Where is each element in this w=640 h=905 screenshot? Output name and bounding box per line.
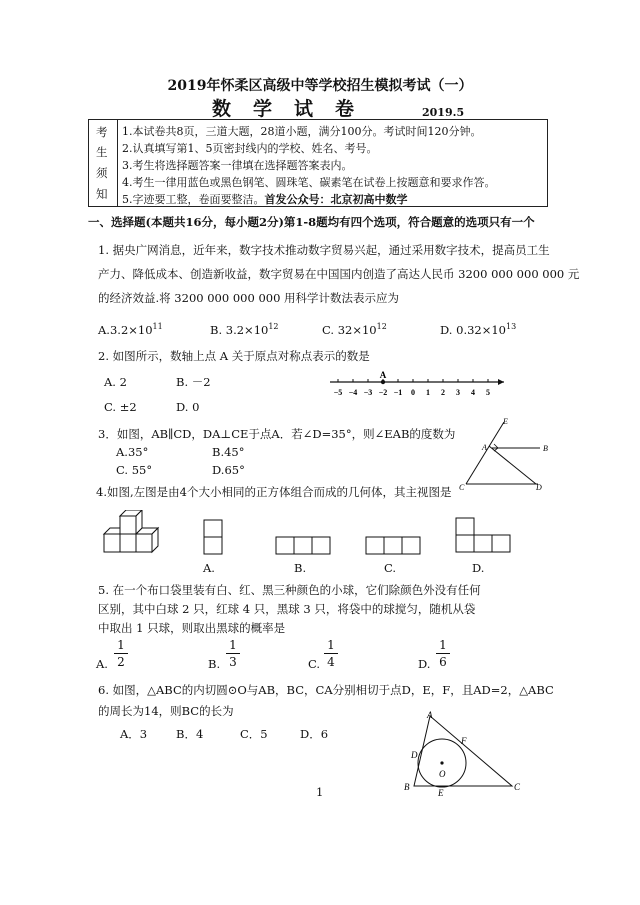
q6-line-2: 的周长为14，则BC的长为 (98, 704, 234, 718)
label-b: B (404, 782, 410, 792)
q2-option-c: C. ±2 (104, 400, 137, 414)
line-da (489, 446, 536, 484)
notice-line-3: 3.考生将选择题答案一律填在选择题答案表内。 (122, 159, 353, 172)
notice-line-2: 2.认真填写第1、5页密封线内的学校、姓名、考号。 (122, 142, 378, 155)
q3-option-b: B.45° (212, 445, 245, 459)
label-c: C (514, 782, 521, 792)
q1-line-3: 的经济效益.将 3200 000 000 000 用科学计数法表示应为 (98, 291, 400, 305)
q3-parallel-lines-figure (458, 414, 558, 494)
axis-tick-label: 5 (486, 388, 490, 397)
notice-line-5-text: 5.字迹要工整，卷面要整洁。 (122, 193, 265, 206)
q6-option-a: A．3 (120, 727, 148, 741)
q4-option-d-figure (452, 514, 522, 558)
notice-box (88, 119, 548, 207)
q4-option-c: C. (384, 561, 397, 575)
label-c: C (459, 483, 465, 492)
q5-option-b-fraction: 1 3 (226, 638, 240, 669)
axis-tick-label: −3 (363, 388, 373, 397)
center-o (440, 761, 443, 764)
q4-option-b: B. (294, 561, 307, 575)
q2-stem: 2. 如图所示，数轴上点 A 关于原点对称点表示的数是 (98, 349, 370, 363)
axis-tick-label: 0 (411, 388, 415, 397)
q5-line-2: 区别，其中白球 2 只，红球 4 只，黑球 3 只，将袋中的球搅匀，随机从袋 (98, 602, 476, 616)
axis-tick-label: −5 (333, 388, 343, 397)
notice-label-char: 须 (96, 166, 108, 180)
q5-option-b-letter: B. (208, 657, 221, 671)
label-d: D (411, 750, 418, 760)
q3-option-c: C. 55° (116, 463, 153, 477)
label-d: D (536, 483, 542, 492)
q3-option-d: D.65° (212, 463, 245, 477)
q1-option-c: C. $32\times 10^{12}$ (322, 322, 387, 337)
exam-date: 2019.5 (422, 106, 465, 119)
q4-option-a: A. (203, 561, 215, 575)
notice-line-5 (122, 191, 408, 207)
q2-option-a: A. 2 (104, 375, 127, 389)
exam-title: 2019年怀柔区高级中等学校招生模拟考试（一） (167, 78, 473, 94)
label-b: B (543, 444, 548, 453)
q5-option-c-letter: C. (308, 657, 321, 671)
q5-option-d-fraction: 1 6 (436, 638, 450, 669)
label-e: E (503, 417, 508, 426)
axis-tick-label: 4 (471, 388, 475, 397)
label-f: F (461, 736, 467, 746)
q6-option-c: C．5 (240, 727, 268, 741)
q2-option-d: D. 0 (176, 400, 200, 414)
axis-tick-label: −4 (348, 388, 358, 397)
q5-line-3: 中取出 1 只球，则取出黑球的概率是 (98, 621, 286, 635)
notice-label-char: 生 (96, 145, 108, 159)
section-heading: 一、选择题(本题共16分，每小题2分)第1-8题均有四个选项，符合题意的选项只有一个 (88, 215, 535, 229)
q4-solid-figure (100, 510, 170, 558)
axis-tick-label: 2 (441, 388, 445, 397)
page-number: 1 (316, 785, 324, 799)
q5-option-a-fraction: 1 2 (114, 638, 128, 669)
q5-line-1: 5. 在一个布口袋里装有白、红、黑三种颜色的小球，它们除颜色外没有任何 (98, 583, 481, 597)
q4-option-c-figure (362, 534, 432, 558)
q5-option-a-letter: A. (96, 657, 108, 671)
label-e: E (438, 788, 444, 798)
axis-tick-label: 3 (456, 388, 460, 397)
number-line-arrow (498, 379, 504, 385)
notice-promo: 首发公众号：北京初高中数学 (264, 193, 408, 206)
q6-option-b: B．4 (176, 727, 204, 741)
q4-option-a-figure (200, 518, 230, 558)
label-o: O (439, 769, 446, 779)
notice-label-char: 知 (96, 187, 108, 201)
notice-line-1: 1.本试卷共8页，三道大题，28道小题，满分100分。考试时间120分钟。 (122, 125, 482, 138)
notice-label (89, 120, 118, 206)
q1-option-a: $A.3.2\times 10^{11}$ (98, 322, 163, 337)
q6-option-d: D．6 (300, 727, 329, 741)
q1-line-2: 产力、降低成本、创造新收益，数字贸易在中国国内创造了高达人民币 3200 000 000 000 元 (98, 267, 580, 281)
q1-option-d: D. $0.32\times 10^{13}$ (440, 322, 517, 337)
notice-line-4: 4.考生一律用蓝色或黑色钢笔、圆珠笔、碳素笔在试卷上按题意和要求作答。 (122, 176, 496, 189)
label-a: A (482, 443, 487, 452)
axis-tick-label: 1 (426, 388, 430, 397)
q6-line-1: 6. 如图，△ABC的内切圆⊙O与AB，BC，CA分别相切于点D，E，F，且AD=2，△ABC (98, 683, 554, 697)
q2-option-b: B. －2 (176, 375, 211, 389)
q4-stem: 4.如图,左图是由4个大小相同的正方体组合而成的几何体，其主视图是 (96, 485, 452, 499)
label-a: A (427, 710, 433, 720)
q5-option-c-fraction: 1 4 (324, 638, 338, 669)
exam-subtitle: 数学试卷 (212, 98, 377, 120)
number-line-point-label: A (379, 370, 387, 380)
axis-tick-label: −2 (378, 388, 388, 397)
q5-option-d-letter: D. (418, 657, 431, 671)
q4-option-d: D. (472, 561, 485, 575)
q1-line-1: 1. 据央广网消息，近年来，数字技术推动数字贸易兴起，通过采用数字技术，提高员工生 (98, 243, 550, 257)
number-line-figure (328, 368, 508, 402)
q4-option-b-figure (272, 534, 342, 558)
q3-stem: 3．如图，AB∥CD，DA⊥CE于点A．若∠D=35°，则∠EAB的度数为 (98, 427, 456, 441)
q6-incircle-figure (400, 706, 530, 798)
axis-tick-label: −1 (393, 388, 403, 397)
number-line-point (381, 380, 385, 384)
q1-option-b: B. $3.2\times 10^{12}$ (210, 322, 279, 337)
q3-option-a: A.35° (116, 445, 149, 459)
notice-label-char: 考 (96, 125, 108, 139)
